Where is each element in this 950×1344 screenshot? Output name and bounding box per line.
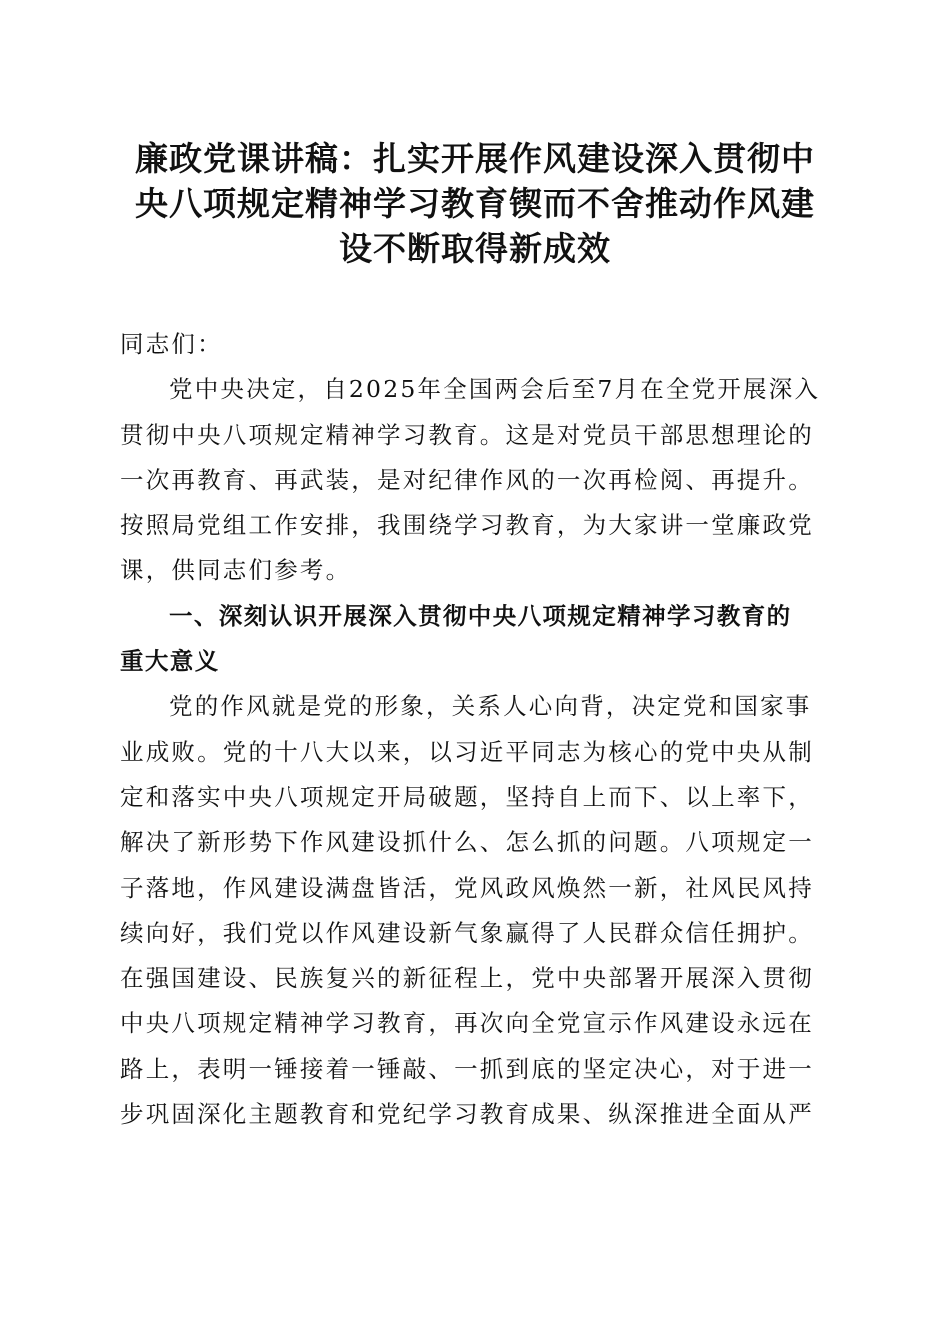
- paragraph-line: 定和落实中央八项规定开局破题，坚持自上而下、以上率下，: [120, 782, 814, 811]
- paragraph-intro: [120, 367, 832, 593]
- paragraph-line: 路上，表明一锤接着一锤敲、一抓到底的坚定决心，对于进一: [120, 1054, 814, 1083]
- document-body: [120, 322, 832, 1137]
- paragraph-line: 续向好，我们党以作风建设新气象赢得了人民群众信任拥护。: [120, 918, 814, 947]
- paragraph-significance: [120, 684, 832, 1137]
- paragraph-line: 解决了新形势下作风建设抓什么、怎么抓的问题。八项规定一: [120, 828, 814, 857]
- paragraph-line: 一次再教育、再武装，是对纪律作风的一次再检阅、再提升。: [120, 465, 814, 494]
- paragraph-line: 党的作风就是党的形象，关系人心向背，决定党和国家事: [169, 692, 812, 721]
- paragraph-line: 业成败。党的十八大以来，以习近平同志为核心的党中央从制: [120, 737, 814, 766]
- paragraph-line: 贯彻中央八项规定精神学习教育。这是对党员干部思想理论的: [120, 420, 814, 449]
- salutation: 同志们：: [120, 330, 223, 358]
- title-line: 廉政党课讲稿：扎实开展作风建设深入贯彻中: [135, 139, 815, 178]
- title-line: 设不断取得新成效: [339, 229, 611, 268]
- paragraph-line: 步巩固深化主题教育和党纪学习教育成果、纵深推进全面从严: [120, 1100, 814, 1129]
- section-heading-1: [120, 594, 832, 685]
- paragraph-line: 中央八项规定精神学习教育，再次向全党宣示作风建设永远在: [120, 1009, 814, 1038]
- paragraph-line: 课，供同志们参考。: [120, 556, 352, 585]
- heading-line: 重大意义: [120, 647, 220, 676]
- paragraph-line: 子落地，作风建设满盘皆活，党风政风焕然一新，社风民风持: [120, 873, 814, 902]
- document-title: [108, 136, 842, 271]
- paragraph-line: 在强国建设、民族复兴的新征程上，党中央部署开展深入贯彻: [120, 964, 814, 993]
- title-line: 央八项规定精神学习教育锲而不舍推动作风建: [135, 184, 815, 223]
- paragraph-line: 按照局党组工作安排，我围绕学习教育，为大家讲一堂廉政党: [120, 511, 814, 540]
- heading-line: 一、深刻认识开展深入贯彻中央八项规定精神学习教育的: [169, 601, 792, 630]
- paragraph-line: 党中央决定，自2025年全国两会后至7月在全党开展深入: [169, 375, 821, 404]
